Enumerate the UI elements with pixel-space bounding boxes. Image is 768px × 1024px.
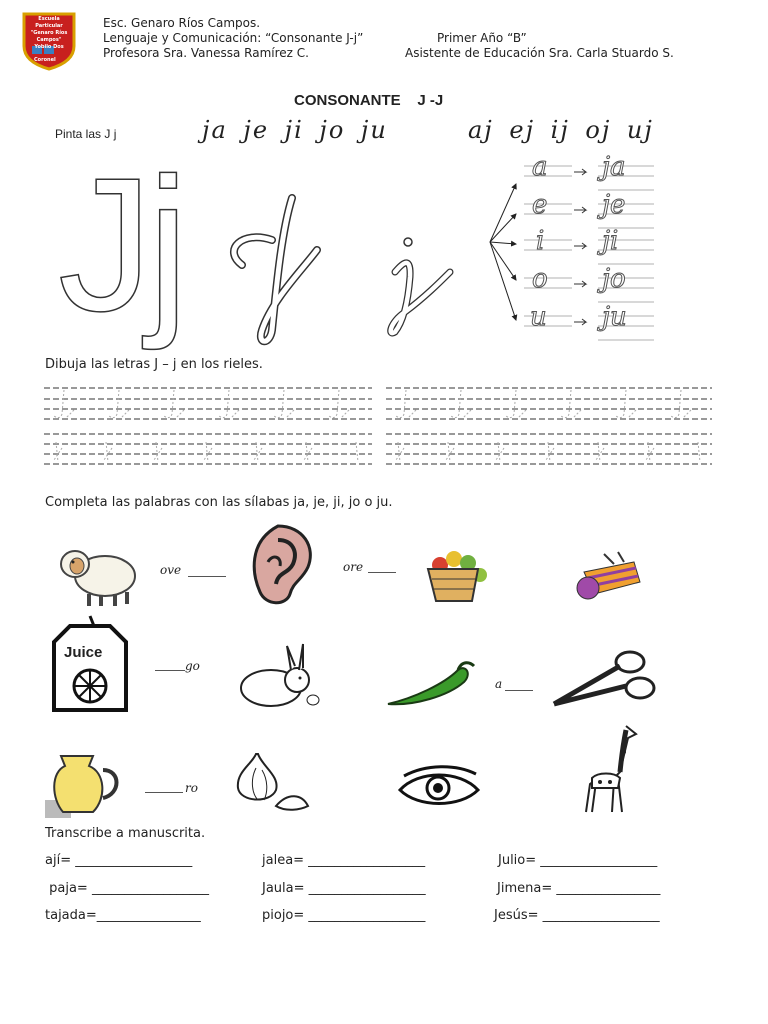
- logo-text-1: Escuela Particular: [35, 16, 63, 29]
- cursive-small-j: [375, 232, 465, 346]
- hint-ro: ro: [185, 781, 198, 795]
- paint-label: Pinta las J j: [55, 127, 117, 141]
- hint-go: go: [185, 659, 200, 673]
- vowel-combo-grid: [524, 152, 664, 352]
- syllables-aj: aj ej ij oj uj: [468, 116, 654, 144]
- complete-instruction: Completa las palabras con las sílabas ja, je, ji, jo o ju.: [45, 495, 393, 510]
- combo-ja: ja: [602, 152, 626, 182]
- fruit-crate-image: [420, 545, 495, 609]
- vowel-a: a: [532, 152, 548, 182]
- combo-ju: ju: [602, 302, 627, 332]
- combo-jo: jo: [602, 264, 626, 294]
- combo-ji: ji: [602, 226, 619, 256]
- syllables-ja: ja je ji jo ju: [202, 116, 388, 144]
- vowel-e: e: [532, 190, 548, 220]
- header-assistant: Asistente de Educación Sra. Carla Stuardo S.: [405, 46, 674, 60]
- blank-line-2: [368, 572, 396, 573]
- yarn-image: [574, 552, 644, 611]
- big-print-jj: Jj: [58, 139, 184, 351]
- sheep-image: [55, 538, 140, 612]
- school-logo: [20, 12, 78, 70]
- word-jaula: Jaula= __________________: [262, 881, 426, 896]
- transcribe-row-3: [0, 908, 768, 928]
- word-jesus: Jesús= __________________: [494, 908, 660, 923]
- word-jimena: Jimena= ________________: [497, 881, 661, 896]
- hint-ore: ore: [343, 560, 364, 574]
- logo-text-4: Coronel: [34, 57, 56, 63]
- juice-label: Juice: [64, 644, 103, 661]
- arrow-fan: [486, 180, 526, 334]
- rails-instruction: Dibuja las letras J – j en los rieles.: [45, 357, 263, 372]
- vowel-u: u: [530, 302, 547, 332]
- hint-a: a: [495, 677, 503, 691]
- ear-image: [238, 522, 318, 611]
- garlic-image: [232, 750, 312, 816]
- logo-text-3: Yobilo Dos: [34, 44, 64, 50]
- header-subject: Lenguaje y Comunicación: “Consonante J-j”: [103, 31, 364, 45]
- jug-image: [45, 748, 125, 822]
- word-paja: paja= __________________: [45, 881, 209, 896]
- word-julio: Julio= __________________: [498, 853, 658, 868]
- writing-rails: [44, 382, 714, 476]
- eye-image: [396, 766, 482, 816]
- blank-line-5: [145, 792, 183, 793]
- word-tajada: tajada=________________: [45, 908, 201, 923]
- header-line-1: Esc. Genaro Ríos Campos.: [103, 16, 261, 30]
- logo-text-2: "Genaro Ríos Campos": [30, 30, 68, 43]
- giraffe-image: [578, 722, 642, 818]
- blank-line-4: [505, 690, 533, 691]
- transcribe-row-1: [0, 853, 768, 873]
- vowel-i: i: [536, 226, 545, 256]
- vowel-o: o: [532, 264, 548, 294]
- blank-line-3: [155, 670, 185, 671]
- scissors-image: [550, 650, 660, 714]
- combo-je: je: [602, 190, 626, 220]
- header-grade: Primer Año “B”: [437, 31, 527, 45]
- rabbit-image: [233, 642, 323, 716]
- transcribe-row-2: [0, 881, 768, 901]
- header-teacher: Profesora Sra. Vanessa Ramírez C.: [103, 46, 309, 60]
- word-piojo: piojo= __________________: [262, 908, 426, 923]
- blank-line-1: [188, 576, 226, 577]
- transcribe-instruction: Transcribe a manuscrita.: [45, 826, 206, 841]
- cursive-capital-j: [222, 190, 332, 354]
- chili-pepper-image: [384, 656, 476, 712]
- hint-ove: ove: [160, 563, 182, 577]
- word-aji: ají= __________________: [45, 853, 193, 868]
- word-jalea: jalea= __________________: [262, 853, 426, 868]
- juice-image: [50, 620, 132, 716]
- page-title: CONSONANTE J -J: [294, 92, 444, 109]
